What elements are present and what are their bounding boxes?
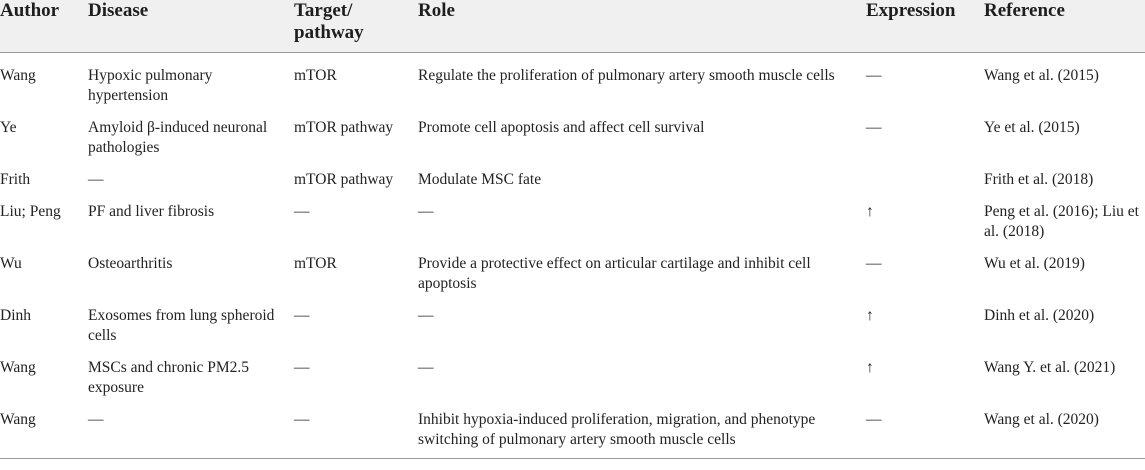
disease-cell: Amyloid β-induced neuronal pathologies bbox=[88, 119, 268, 156]
expression-cell: ↑ bbox=[866, 203, 874, 220]
table-row bbox=[0, 350, 1145, 402]
table-header bbox=[0, 0, 1145, 53]
table-row bbox=[0, 194, 1145, 246]
table-body bbox=[0, 53, 1145, 459]
disease-cell: Osteoarthritis bbox=[88, 255, 173, 272]
expression-cell: ↑ bbox=[866, 359, 874, 376]
disease-cell: Hypoxic pulmonary hypertension bbox=[88, 67, 213, 104]
target-cell: — bbox=[294, 307, 310, 324]
author-cell: Wang bbox=[0, 67, 36, 84]
target-cell: mTOR bbox=[294, 67, 337, 84]
table-row bbox=[0, 246, 1145, 298]
reference-cell: Wang Y. et al. (2021) bbox=[984, 359, 1116, 376]
header-row bbox=[0, 0, 1145, 53]
author-cell: Ye bbox=[0, 119, 17, 136]
header-disease: Disease bbox=[80, 0, 286, 53]
disease-cell: PF and liver fibrosis bbox=[88, 203, 215, 220]
table-row bbox=[0, 298, 1145, 350]
expression-cell: — bbox=[866, 255, 882, 272]
disease-cell: Exosomes from lung spheroid cells bbox=[88, 307, 275, 344]
author-cell: Liu; Peng bbox=[0, 203, 61, 220]
role-cell: Inhibit hypoxia-induced proliferation, migration, and phenotype switching of pulmonary artery smooth muscle cells bbox=[410, 402, 858, 459]
target-cell: mTOR bbox=[294, 255, 337, 272]
role-cell: Promote cell apoptosis and affect cell survival bbox=[418, 119, 705, 136]
role-cell: Regulate the proliferation of pulmonary artery smooth muscle cells bbox=[418, 67, 835, 84]
table-row bbox=[0, 162, 1145, 194]
reference-cell: Frith et al. (2018) bbox=[984, 171, 1094, 188]
author-cell: Dinh bbox=[0, 307, 31, 324]
expression-cell: ↑ bbox=[866, 307, 874, 324]
header-expression: Expression bbox=[858, 0, 976, 53]
author-cell: Wang bbox=[0, 359, 36, 376]
table-row bbox=[0, 402, 1145, 459]
role-cell: — bbox=[418, 307, 434, 324]
table-row bbox=[0, 53, 1145, 111]
disease-cell: — bbox=[88, 171, 104, 188]
header-target-pathway: Target/ pathway bbox=[286, 0, 410, 53]
disease-cell: MSCs and chronic PM2.5 exposure bbox=[88, 359, 250, 396]
role-cell: Modulate MSC fate bbox=[418, 171, 542, 188]
author-cell: Wang bbox=[0, 402, 80, 459]
disease-cell: — bbox=[80, 402, 286, 459]
reference-cell: Wang et al. (2020) bbox=[976, 402, 1145, 459]
header-role: Role bbox=[410, 0, 858, 53]
target-cell: — bbox=[294, 203, 310, 220]
expression-cell: — bbox=[866, 119, 882, 136]
reference-cell: Dinh et al. (2020) bbox=[984, 307, 1095, 324]
target-cell: — bbox=[294, 359, 310, 376]
author-cell: Wu bbox=[0, 255, 22, 272]
reference-cell: Wu et al. (2019) bbox=[984, 255, 1085, 272]
reference-cell: Ye et al. (2015) bbox=[984, 119, 1080, 136]
role-cell: — bbox=[418, 203, 434, 220]
target-cell: — bbox=[286, 402, 410, 459]
expression-cell: — bbox=[858, 402, 976, 459]
role-cell: — bbox=[418, 359, 434, 376]
expression-cell: — bbox=[866, 67, 882, 84]
reference-cell: Peng et al. (2016); Liu et al. (2018) bbox=[984, 203, 1139, 240]
expression-cell bbox=[858, 162, 976, 194]
reference-cell: Wang et al. (2015) bbox=[984, 67, 1099, 84]
target-cell: mTOR pathway bbox=[294, 171, 394, 188]
target-cell: mTOR pathway bbox=[294, 119, 394, 136]
header-author: Author bbox=[0, 0, 80, 53]
role-cell: Provide a protective effect on articular cartilage and inhibit cell apoptosis bbox=[418, 255, 811, 292]
header-reference: Reference bbox=[976, 0, 1145, 53]
author-cell: Frith bbox=[0, 171, 31, 188]
table-row bbox=[0, 110, 1145, 162]
